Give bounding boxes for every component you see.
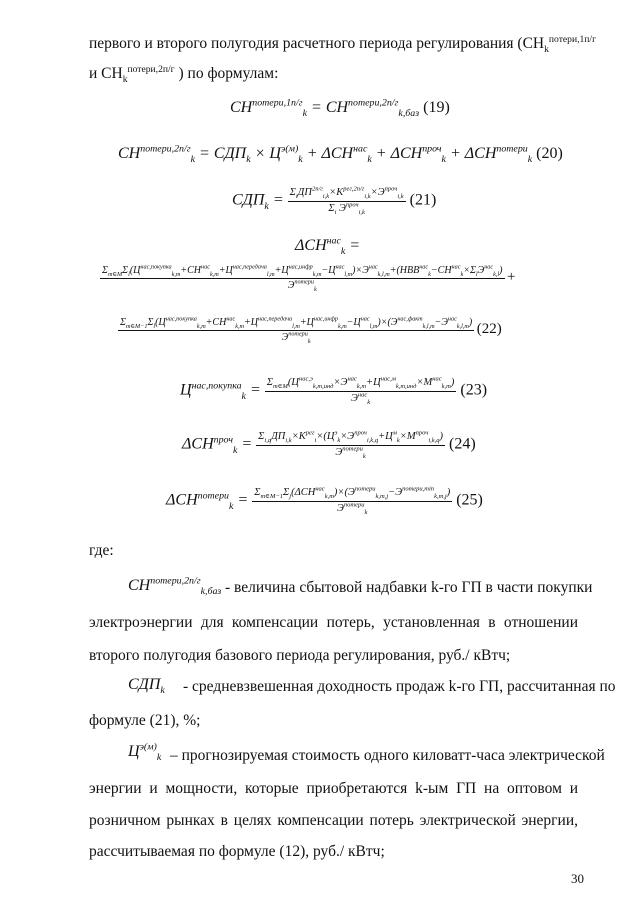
- definition-3-line-2: энергии и мощности, которые приобретаются k-ым ГП на оптовом и: [89, 780, 578, 797]
- subscript-k: k: [544, 44, 549, 56]
- fraction: $\frac{\Sigma_{m\in M}(Ц^{нас,э}_{k,m,инд}\times Э^{нас}_{k,m}+Ц^{нас,м}_{k,m,инд}\times M^{нас}_{k,m})}{Э^{нас}_k}$: [266, 375, 455, 406]
- definition-2-symbol: $СДП_k$: [128, 676, 165, 697]
- superscript-losses-1: потери,1п/г: [548, 33, 597, 45]
- definition-1-line-1: - величина сбытовой надбавки k-го ГП в части покупки: [225, 579, 593, 596]
- formula-21: $СДП_k$ = $\frac{\Sigma_iДП^{2п/г}_{i,k}\times K^{рег,2п/г}_{i,k}\times Э^{проч}_{i,k}}{\Sigma_i Э^{проч}_{i,k}}$ (21): [232, 185, 437, 216]
- formula-22-part-1: $\Sigma_{m\in M}\Sigma_l(Ц^{нас,покупка}_{k,m}+CH^{нас}_{k,m}+Ц^{нас,передача}_{l,m}+Ц^{нас,инфр}_{k,m}-Ц^{нас}_{l,m})\times Э^{нас}_{k,l,m}+(НВВ^{нас}_k-CH^{нас}_k\times\Sigma_lЭ^{нас}_{k,l})$ $Э^{потери}_k$ +: [102, 263, 516, 293]
- text-line-2: [89, 63, 279, 86]
- fraction: $\frac{\Sigma_{m\in M-1}\Sigma_j(\Delta CH^{нас}_{k,m})\times(Э^{потери}_{k,m,j}-Э^{потери,min}_{k,m,j})}{Э^{потери}_k}$: [254, 485, 451, 516]
- page-number: 30: [571, 871, 584, 886]
- fraction: $\frac{\Sigma_{i,q}ДП_{i,k}\times K^{рег}_i\times(Ц^э_k\times Э^{проч}_{i,k,q}+Ц^м_k\times M^{проч}_{i,k,q})}{Э^{потери}_k}$: [258, 429, 444, 460]
- equation-number: (22): [476, 320, 502, 337]
- formula-22-lhs: $\Delta CH^{нас}_k$ =: [295, 235, 361, 258]
- formula-25: $\Delta CH^{потери}_k$ = $\frac{\Sigma_{m\in M-1}\Sigma_j(\Delta CH^{нас}_{k,m})\times(Э^{потери}_{k,m,j}-Э^{потери,min}_{k,m,j})}{Э^{потери}_k}$ (25): [166, 485, 483, 516]
- equation-number: (24): [449, 435, 476, 453]
- definition-1-line-2: электроэнергии для компенсации потерь, установленная в отношении: [89, 614, 578, 631]
- where-label: где:: [89, 542, 114, 559]
- fraction: $\Sigma_{m\in M}\Sigma_l(Ц^{нас,покупка}_{k,m}+CH^{нас}_{k,m}+Ц^{нас,передача}_{l,m}+Ц^{нас,инфр}_{k,m}-Ц^{нас}_{l,m})\times Э^{нас}_{k,l,m}+(НВВ^{нас}_k-CH^{нас}_k\times\Sigma_lЭ^{нас}_{k,l})$ $Э^{потери}_k$: [102, 263, 503, 293]
- formula-24: $\Delta CH^{проч}_k$ = $\frac{\Sigma_{i,q}ДП_{i,k}\times K^{рег}_i\times(Ц^э_k\times Э^{проч}_{i,k,q}+Ц^м_k\times M^{проч}_{i,k,q})}{Э^{потери}_k}$ (24): [182, 429, 476, 460]
- text-line-2-start: и СН: [89, 65, 123, 82]
- equation-number: (21): [409, 191, 437, 209]
- definition-2-line-2: формуле (21), %;: [89, 712, 201, 729]
- definition-3-symbol: $Ц^{э(м)}_k$: [128, 741, 162, 764]
- formula-23: $Ц^{нас,покупка}_k$ = $\frac{\Sigma_{m\in M}(Ц^{нас,э}_{k,m,инд}\times Э^{нас}_{k,m}+Ц^{нас,м}_{k,m,инд}\times M^{нас}_{k,m})}{Э^{нас}_k}$ (23): [180, 375, 488, 406]
- equation-number: (25): [456, 491, 483, 509]
- definition-3-line-3: розничном рынках в целях компенсации потерь электрической энергии,: [89, 812, 578, 829]
- text-line-1: [89, 33, 597, 56]
- formula-19: $CH^{потери,1п/г}_k = CH^{потери,2п/г}_{k,баз}$ (19): [230, 97, 450, 120]
- fraction: $\Sigma_{m\in M-1}\Sigma_l(Ц^{нас,покупка}_{k,m}+CH^{нас}_{k,m}+Ц^{нас,передача}_{l,m}+Ц^{нас,инфр}_{k,m}-Ц^{нас}_{l,m})\times(Э^{нас,факт}_{k,l,m}-Э^{нас}_{k,l,m})$ $Э^{потери}_k$: [120, 315, 473, 345]
- equation-number: (20): [536, 145, 563, 162]
- equation-number: (23): [460, 381, 488, 399]
- formula-20: $CH^{потери,2п/г}_k = СДП_k \times Ц^{э(м)}_k + \Delta CH^{нас}_k + \Delta CH^{проч}_k + \Delta CH^{потери}_k$ (20): [118, 143, 563, 166]
- definition-1-symbol: $CH^{потери,2п/г}_{k,баз}$: [128, 575, 222, 598]
- text-line-1-main: первого и второго полугодия расчетного периода регулирования (СН: [89, 35, 545, 52]
- definition-1-line-3: второго полугодия базового периода регулирования, руб./ кВтч;: [89, 647, 511, 664]
- fraction: $\frac{\Sigma_iДП^{2п/г}_{i,k}\times K^{рег,2п/г}_{i,k}\times Э^{проч}_{i,k}}{\Sigma_i Э^{проч}_{i,k}}$: [289, 185, 404, 216]
- definition-2-line-1: - средневзвешенная доходность продаж k-го ГП, рассчитанная по: [183, 678, 616, 695]
- formula-22-part-2: [118, 315, 502, 345]
- definition-3-line-4: рассчитываемая по формуле (12), руб./ кВтч;: [89, 843, 385, 860]
- equation-number: (19): [423, 99, 450, 116]
- definition-3-line-1: – прогнозируемая стоимость одного киловатт-часа электрической: [170, 747, 605, 764]
- subscript-k: k: [122, 74, 128, 86]
- superscript-losses-2: потери,2п/г: [127, 63, 175, 75]
- text-line-2-end: ) по формулам:: [178, 65, 279, 82]
